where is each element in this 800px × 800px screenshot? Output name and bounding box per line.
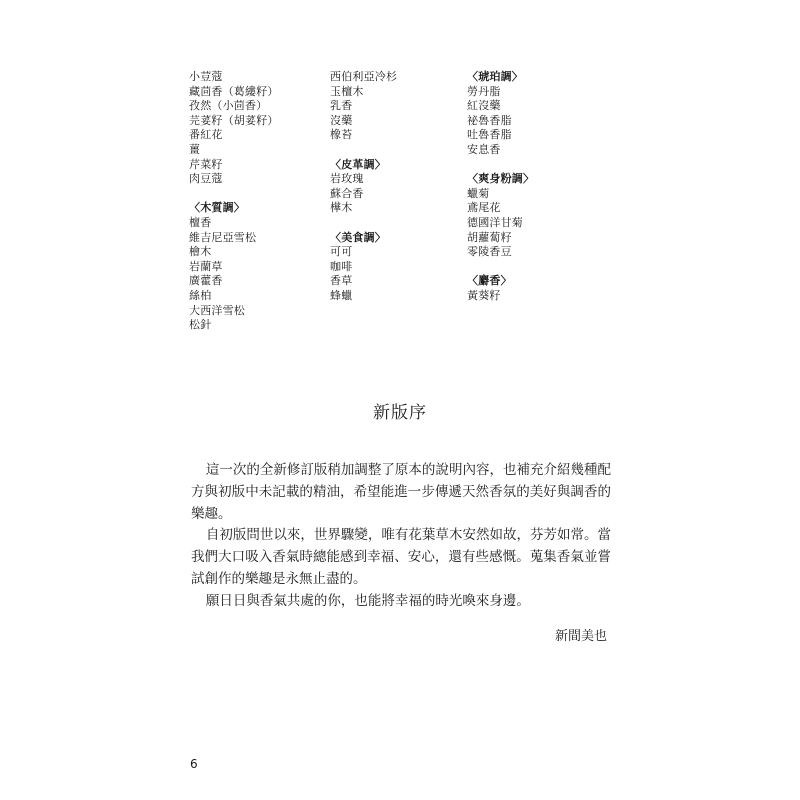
ingredient-item: 德國洋甘菊	[467, 215, 523, 229]
ingredient-item: 吐魯香脂	[467, 128, 512, 142]
preface-paragraph: 願日日與香氣共處的你，也能將幸福的時光喚來身邊。	[205, 592, 530, 609]
list-spacer	[189, 187, 325, 202]
ingredient-item: 紅沒藥	[467, 99, 501, 113]
ingredient-item: 胡蘿蔔籽	[467, 230, 512, 244]
ingredient-item: 黃葵籽	[467, 288, 501, 302]
column-3	[467, 70, 603, 304]
ingredient-item: 大西洋雪松	[189, 303, 245, 317]
ingredient-item: 岩玫瑰	[330, 172, 364, 186]
fragrance-note-columns	[189, 70, 609, 340]
category-heading: 〈爽身粉調〉	[467, 172, 535, 186]
category-heading: 〈木質調〉	[189, 201, 245, 215]
ingredient-item: 零陵香豆	[467, 245, 512, 259]
preface-paragraph: 自初版問世以來，世界驟變，唯有花葉草木安然如故，芬芳如常。當我們大口吸入香氣時總能感到幸福、安心，還有些感慨。蒐集香氣並嘗試創作的樂趣是永無止盡的。	[191, 527, 611, 587]
ingredient-item: 維吉尼亞雪松	[189, 230, 257, 244]
ingredient-item: 樺木	[330, 201, 353, 215]
ingredient-item: 檜木	[189, 245, 212, 259]
ingredient-item: 玉檀木	[330, 84, 364, 98]
ingredient-item: 安息香	[467, 142, 501, 156]
page-number: 6	[190, 757, 198, 771]
ingredient-item: 番紅花	[189, 128, 223, 142]
author-signature: 新間美也	[554, 629, 607, 644]
ingredient-item: 檀香	[189, 215, 212, 229]
ingredient-item: 孜然（小茴香）	[189, 99, 268, 113]
ingredient-item: 咖啡	[330, 259, 353, 273]
ingredient-item: 橡苔	[330, 128, 353, 142]
ingredient-item: 松針	[189, 318, 212, 332]
ingredient-item: 蠟菊	[467, 186, 490, 200]
category-heading: 〈麝香〉	[467, 274, 512, 288]
list-spacer	[330, 216, 466, 231]
ingredient-item: 芹菜籽	[189, 157, 223, 171]
ingredient-item: 絲柏	[189, 288, 212, 302]
list-spacer	[467, 158, 603, 173]
category-heading: 〈皮革調〉	[330, 157, 386, 171]
ingredient-item: 小荳蔻	[189, 70, 223, 83]
ingredient-item: 岩蘭草	[189, 259, 223, 273]
column-2	[330, 70, 466, 304]
ingredient-item: 肉豆蔻	[189, 172, 223, 186]
ingredient-item: 藏茴香（葛縷籽）	[189, 84, 279, 98]
ingredient-item: 廣藿香	[189, 274, 223, 288]
ingredient-item: 蘇合香	[330, 186, 364, 200]
category-heading: 〈美食調〉	[330, 230, 386, 244]
category-heading: 〈琥珀調〉	[467, 70, 523, 83]
column-1	[189, 70, 325, 333]
preface-title: 新版序	[373, 403, 427, 423]
preface-body	[191, 460, 611, 613]
ingredient-item: 勞丹脂	[467, 84, 501, 98]
ingredient-item: 乳香	[330, 99, 353, 113]
list-spacer	[467, 260, 603, 275]
ingredient-item: 可可	[330, 245, 353, 259]
ingredient-item: 祕魯香脂	[467, 113, 512, 127]
ingredient-item: 薑	[189, 142, 201, 156]
list-spacer	[330, 143, 466, 158]
preface-paragraph: 這一次的全新修訂版稍加調整了原本的說明內容，也補充介紹幾種配方與初版中未記載的精油，希望能進一步傳遞天然香氛的美好與調香的樂趣。	[191, 462, 611, 522]
ingredient-item: 西伯利亞冷杉	[330, 70, 398, 83]
ingredient-item: 香草	[330, 274, 353, 288]
ingredient-item: 芫荽籽（胡荽籽）	[189, 113, 279, 127]
ingredient-item: 蜂蠟	[330, 288, 353, 302]
ingredient-item: 鳶尾花	[467, 201, 501, 215]
ingredient-item: 沒藥	[330, 113, 353, 127]
